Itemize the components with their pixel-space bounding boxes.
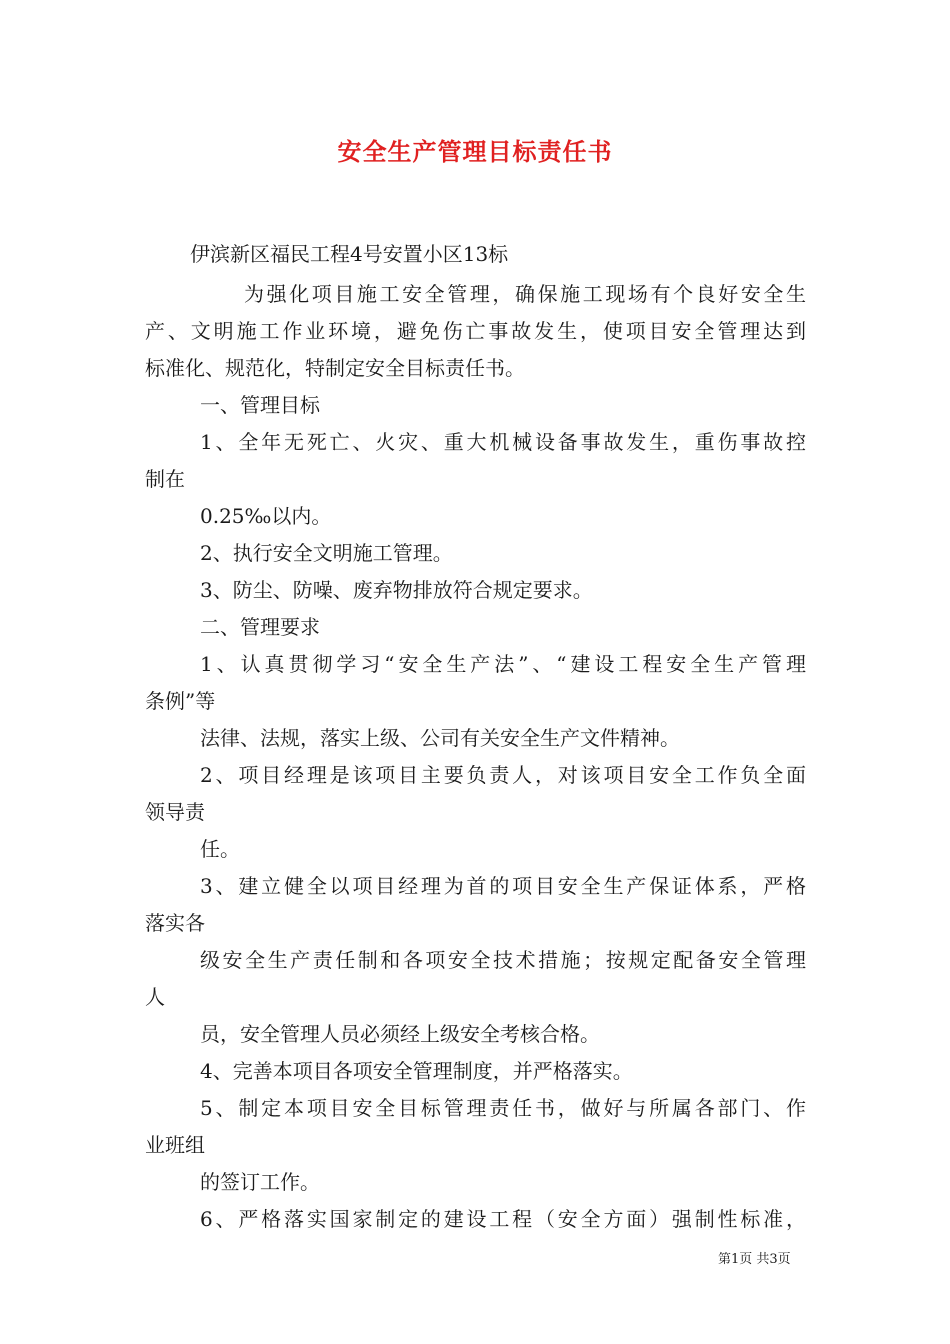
paragraph-line: 标准化、规范化，特制定安全目标责任书。 [145, 356, 525, 380]
paragraph-line: 法律、法规，落实上级、公司有关安全生产文件精神。 [200, 726, 680, 750]
paragraph-line: 2、项目经理是该项目主要负责人，对该项目安全工作负全面 [200, 763, 806, 787]
paragraph-line: 4、完善本项目各项安全管理制度，并严格落实。 [200, 1059, 633, 1083]
section-heading: 一、管理目标 [200, 393, 320, 417]
paragraph-line: 落实各 [145, 911, 205, 935]
paragraph-line: 5、制定本项目安全目标管理责任书，做好与所属各部门、作 [200, 1096, 806, 1120]
paragraph-line: 业班组 [145, 1133, 205, 1157]
paragraph-line: 员，安全管理人员必须经上级安全考核合格。 [200, 1022, 600, 1046]
paragraph-line: 1、全年无死亡、火灾、重大机械设备事故发生，重伤事故控 [200, 430, 806, 454]
paragraph-line: 任。 [200, 837, 240, 861]
paragraph-line: 的签订工作。 [200, 1170, 320, 1194]
paragraph-line: 人 [145, 985, 165, 1009]
paragraph-line: 1、认真贯彻学习“安全生产法”、“建设工程安全生产管理 [200, 652, 806, 676]
document-title: 安全生产管理目标责任书 [337, 137, 613, 166]
paragraph-line: 制在 [145, 467, 185, 491]
paragraph-line: 2、执行安全文明施工管理。 [200, 541, 453, 565]
section-heading: 二、管理要求 [200, 615, 320, 639]
project-name-line: 伊滨新区福民工程4号安置小区13标 [190, 242, 509, 266]
paragraph-line: 0.25‰以内。 [200, 504, 332, 528]
paragraph-line: 为强化项目施工安全管理，确保施工现场有个良好安全生 [244, 282, 806, 306]
paragraph-line: 3、防尘、防噪、废弃物排放符合规定要求。 [200, 578, 593, 602]
paragraph-line: 条例”等 [145, 689, 216, 713]
paragraph-line: 领导责 [145, 800, 205, 824]
page-number-footer: 第1页 共3页 [718, 1252, 791, 1267]
paragraph-line: 级安全生产责任制和各项安全技术措施；按规定配备安全管理 [200, 948, 806, 972]
paragraph-line: 6、严格落实国家制定的建设工程（安全方面）强制性标准， [200, 1207, 806, 1231]
paragraph-line: 产、文明施工作业环境，避免伤亡事故发生，使项目安全管理达到 [145, 319, 806, 343]
paragraph-line: 3、建立健全以项目经理为首的项目安全生产保证体系，严格 [200, 874, 806, 898]
